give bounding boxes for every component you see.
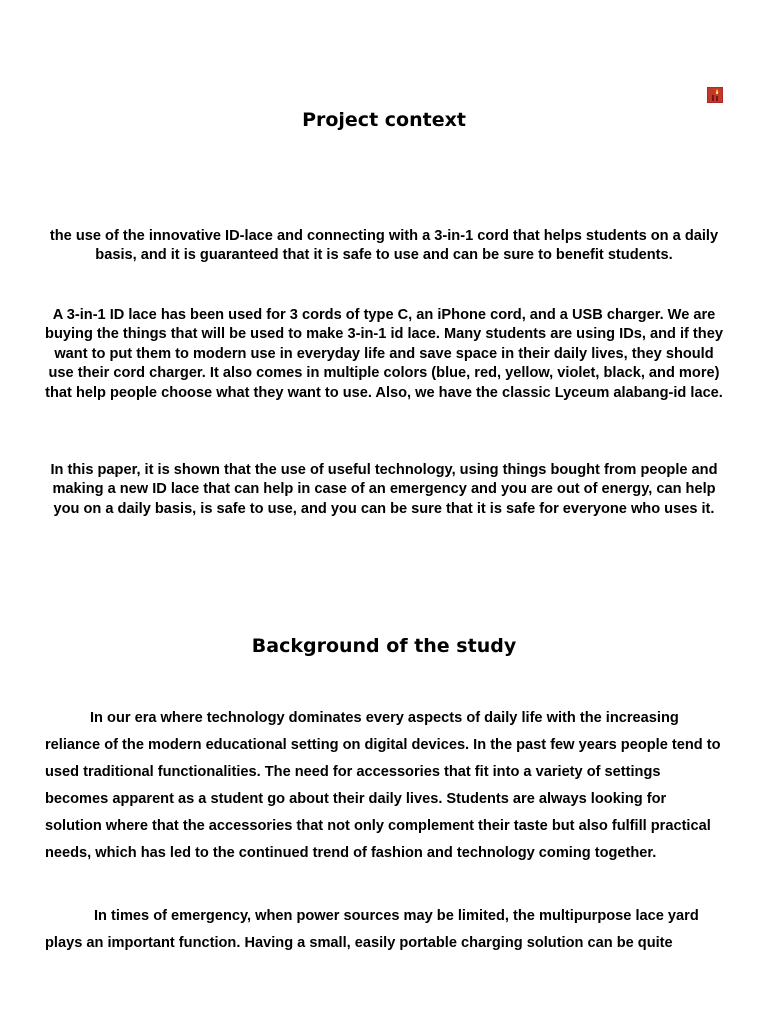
background-paragraph-1: In our era where technology dominates every aspects of daily life with the increasing reliance of the modern educational setting on digital devices. In the past few years people tend to used traditional functionalities. The need for accessories that fit into a variety of settings becomes apparent as a student go about their daily lives. Students are always looking for solution where that the accessories that not only complement their taste but also fulfill practical needs, which has led to the continued trend of fashion and technology coming together. [45, 710, 721, 861]
flame-candle-icon [707, 87, 723, 103]
background-paragraph-2: In times of emergency, when power sources may be limited, the multipurpose lace yard plays an important function. Having a small, easily portable charging solution can be quite [45, 908, 699, 951]
project-context-paragraph-1: the use of the innovative ID-lace and connecting with a 3-in-1 cord that helps students on a daily basis, and it is guaranteed that it is safe to use and can be sure to benefit students. [49, 228, 719, 264]
background-of-study-heading: Background of the study [251, 635, 517, 657]
project-context-paragraph-3: In this paper, it is shown that the use of useful technology, using things bought from people and making a new ID lace that can help in case of an emergency and you are out of energy, can help you on a daily basis, is safe to use, and you can be sure that it is safe for everyone who uses it. [50, 462, 718, 517]
project-context-heading: Project context [302, 109, 466, 131]
project-context-paragraph-2: A 3-in-1 ID lace has been used for 3 cords of type C, an iPhone cord, and a USB charger. We are buying the things that will be used to make 3-in-1 id lace. Many students are using IDs, and if they want to put them to modern use in everyday life and save space in their daily lives, they should use their cord charger. It also comes in multiple colors (blue, red, yellow, violet, black, and more) that help people choose what they want to use. Also, we have the classic Lyceum alabang-id lace. [45, 307, 723, 401]
